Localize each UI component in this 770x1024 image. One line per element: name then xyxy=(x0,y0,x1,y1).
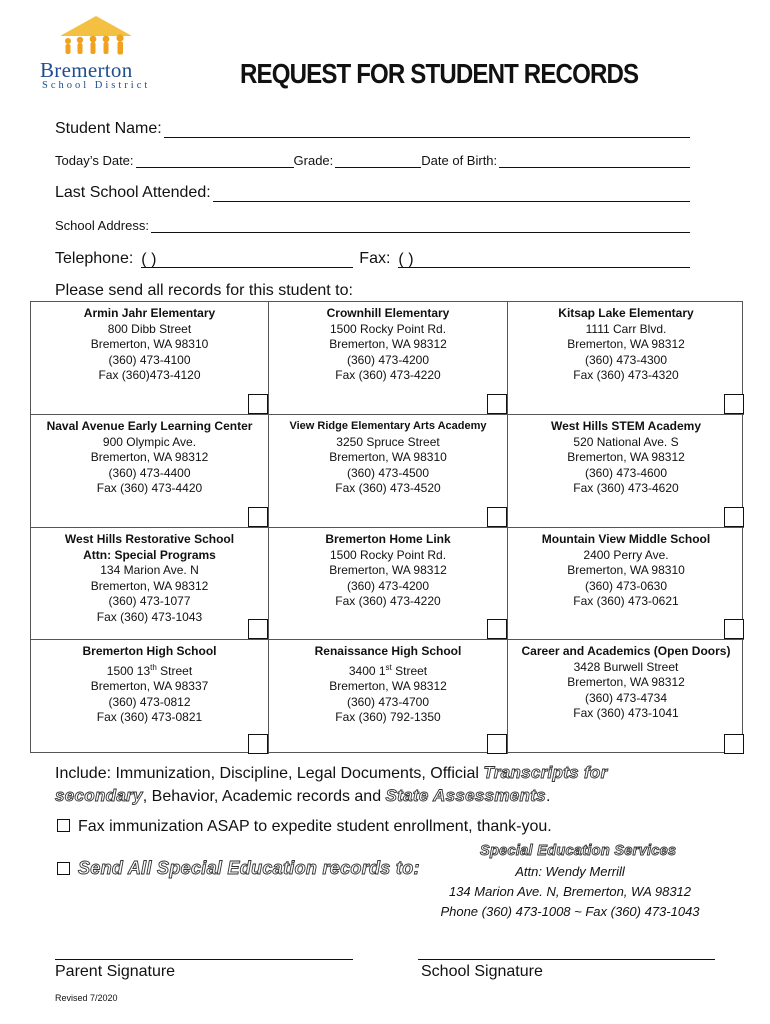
include-highlight-assessments: State Assessments xyxy=(385,786,546,805)
sped-address: 134 Marion Ave. N, Bremerton, WA 98312 xyxy=(448,884,692,899)
grade-label: Grade: xyxy=(293,153,334,168)
school-line: Bremerton, WA 98312 xyxy=(329,679,447,693)
dob-field[interactable] xyxy=(499,153,690,168)
school-line: Bremerton, WA 98310 xyxy=(90,337,209,351)
school-name-attn: Attn: Special Programs xyxy=(83,547,216,562)
street-name: Street xyxy=(391,663,428,678)
school-checkbox[interactable] xyxy=(487,507,507,527)
school-line: Bremerton, WA 98310 xyxy=(567,563,685,577)
page-title: REQUEST FOR STUDENT RECORDS xyxy=(240,58,639,89)
dob-label: Date of Birth: xyxy=(421,153,498,168)
school-line: Bremerton, WA 98312 xyxy=(329,337,447,351)
school-checkbox[interactable] xyxy=(487,619,507,639)
school-line: Bremerton, WA 98337 xyxy=(90,679,209,693)
last-school-field[interactable] xyxy=(213,187,690,202)
schools-grid xyxy=(30,301,743,753)
school-line: (360) 473-4100 xyxy=(108,352,191,367)
include-text-3: . xyxy=(545,788,551,805)
school-line: Fax (360) 473-4620 xyxy=(573,481,679,495)
fax-immunization-row xyxy=(57,818,552,836)
school-line: (360) 473-4500 xyxy=(346,465,430,480)
school-line: 1500 Rocky Point Rd. xyxy=(329,321,447,336)
telephone-field[interactable] xyxy=(141,253,353,268)
school-line: 1500 Rocky Point Rd. xyxy=(329,547,447,562)
school-checkbox[interactable] xyxy=(724,619,744,639)
school-line: (360) 473-4200 xyxy=(346,578,430,593)
school-line: 3250 Spruce Street xyxy=(336,434,440,449)
school-line: Fax (360) 473-4320 xyxy=(573,368,679,382)
school-line: Fax (360) 473-1041 xyxy=(573,706,679,720)
school-checkbox[interactable] xyxy=(248,394,268,414)
school-line: Fax (360) 473-4220 xyxy=(335,368,441,382)
school-cell xyxy=(269,528,508,640)
todays-date-field[interactable] xyxy=(136,153,294,168)
school-checkbox[interactable] xyxy=(724,734,744,754)
sped-phone: Phone (360) 473-1008 ~ Fax (360) 473-1043 xyxy=(440,904,700,919)
school-line: (360) 473-4400 xyxy=(108,465,191,480)
school-line: Bremerton, WA 98312 xyxy=(567,337,685,351)
sped-heading: Special Education Services xyxy=(480,843,677,859)
school-line: Fax (360) 473-4220 xyxy=(335,594,441,608)
parent-signature-label: Parent Signature xyxy=(55,963,176,980)
school-line: (360) 473-4734 xyxy=(584,690,668,705)
include-instructions xyxy=(55,762,695,808)
school-cell xyxy=(508,640,744,754)
student-name-label: Student Name: xyxy=(55,120,162,137)
student-name-row xyxy=(55,120,690,138)
fax-area-code: ( ) xyxy=(398,251,414,268)
school-line: Fax (360) 473-4520 xyxy=(335,481,441,495)
logo-name: Bremerton xyxy=(40,58,133,82)
school-line: (360) 473-0630 xyxy=(584,578,668,593)
include-text-2: , Behavior, Academic records and xyxy=(142,788,386,805)
school-cell xyxy=(269,302,508,415)
school-address-label: School Address: xyxy=(55,218,149,233)
school-line: (360) 473-4600 xyxy=(584,465,668,480)
date-grade-row xyxy=(55,153,690,168)
school-cell xyxy=(269,415,508,528)
school-line: 3428 Burwell Street xyxy=(573,659,679,674)
last-school-row xyxy=(55,184,690,202)
include-text-1: Include: Immunization, Discipline, Legal Documents, Official xyxy=(55,765,484,782)
telephone-label: Telephone: xyxy=(55,250,134,267)
school-line: (360) 473-0812 xyxy=(108,694,191,709)
school-name: Career and Academics (Open Doors) xyxy=(521,644,731,658)
street-number: 1500 13 xyxy=(106,663,151,678)
telephone-area-code: ( ) xyxy=(141,251,157,268)
school-address-row xyxy=(55,218,690,233)
sped-row xyxy=(57,858,420,879)
sped-label: Send All Special Education records to: xyxy=(78,858,420,878)
school-name: Kitsap Lake Elementary xyxy=(558,306,694,320)
school-address-field[interactable] xyxy=(151,218,690,233)
school-cell xyxy=(508,415,744,528)
school-line: 900 Olympic Ave. xyxy=(102,434,197,449)
student-name-field[interactable] xyxy=(164,123,690,138)
school-cell xyxy=(269,640,508,754)
school-cell xyxy=(508,528,744,640)
school-name: Renaissance High School xyxy=(314,644,462,658)
fax-field[interactable] xyxy=(398,253,690,268)
school-checkbox[interactable] xyxy=(248,507,268,527)
logo-figures-icon xyxy=(65,34,124,54)
school-signature-line[interactable] xyxy=(418,959,715,960)
todays-date-label: Today’s Date: xyxy=(55,153,134,168)
school-line: Bremerton, WA 98312 xyxy=(90,450,209,464)
school-cell xyxy=(31,528,269,640)
school-checkbox[interactable] xyxy=(248,619,268,639)
school-street xyxy=(31,660,268,680)
school-checkbox[interactable] xyxy=(724,507,744,527)
school-signature-label: School Signature xyxy=(421,963,543,980)
fax-label: Fax: xyxy=(359,250,391,267)
school-line: 134 Marion Ave. N xyxy=(100,563,199,577)
logo-roof xyxy=(60,16,132,36)
school-cell xyxy=(31,640,269,754)
school-name: Crownhill Elementary xyxy=(326,306,450,320)
street-number: 3400 1 xyxy=(348,663,386,678)
parent-signature-line[interactable] xyxy=(55,959,353,960)
school-street xyxy=(269,660,507,680)
include-highlight-transcripts: Transcripts for secondary xyxy=(55,763,608,805)
school-cell xyxy=(31,415,269,528)
send-records-label: Please send all records for this student to: xyxy=(55,282,353,299)
school-name: Bremerton Home Link xyxy=(325,532,451,546)
school-line: 2400 Perry Ave. xyxy=(583,547,669,562)
school-line: (360) 473-4700 xyxy=(346,694,430,709)
school-line: (360) 473-4300 xyxy=(584,352,668,367)
school-checkbox[interactable] xyxy=(248,734,268,754)
school-line: Bremerton, WA 98312 xyxy=(567,675,685,689)
sped-attn: Attn: Wendy Merrill xyxy=(515,864,625,879)
school-name: View Ridge Elementary Arts Academy xyxy=(289,420,487,432)
school-line: Fax (360) 792-1350 xyxy=(335,710,441,724)
phone-fax-row xyxy=(55,250,690,268)
street-ordinal: th xyxy=(150,662,157,672)
school-line: Fax (360) 473-0621 xyxy=(573,594,679,608)
school-checkbox[interactable] xyxy=(487,394,507,414)
school-cell xyxy=(31,302,269,415)
school-line: 1111 Carr Blvd. xyxy=(585,321,667,336)
grade-field[interactable] xyxy=(335,153,421,168)
sped-checkbox[interactable] xyxy=(57,862,70,875)
last-school-label: Last School Attended: xyxy=(55,184,211,201)
school-line: Fax (360) 473-0821 xyxy=(96,710,203,724)
school-line: Fax (360) 473-4420 xyxy=(96,481,203,495)
school-name: West Hills STEM Academy xyxy=(550,419,702,433)
school-name: Armin Jahr Elementary xyxy=(83,306,216,320)
school-line: Bremerton, WA 98312 xyxy=(567,450,685,464)
school-name: Naval Avenue Early Learning Center xyxy=(46,419,253,433)
school-line: (360) 473-4200 xyxy=(346,352,430,367)
school-line: Bremerton, WA 98312 xyxy=(329,563,447,577)
school-line: 800 Dibb Street xyxy=(107,321,192,336)
logo-subtitle: School District xyxy=(42,80,151,91)
school-cell xyxy=(508,302,744,415)
school-line: (360) 473-1077 xyxy=(108,594,191,608)
school-name: Bremerton High School xyxy=(82,644,217,658)
fax-immunization-checkbox[interactable] xyxy=(57,819,70,832)
fax-immunization-text: Fax immunization ASAP to expedite student enrollment, thank-you. xyxy=(78,818,552,835)
school-checkbox[interactable] xyxy=(724,394,744,414)
school-name: Mountain View Middle School xyxy=(541,532,711,546)
street-name: Street xyxy=(156,663,193,678)
school-line: Bremerton, WA 98310 xyxy=(329,450,447,464)
school-line: Bremerton, WA 98312 xyxy=(90,578,209,593)
school-line: 520 National Ave. S xyxy=(573,434,679,449)
revised-date: Revised 7/2020 xyxy=(55,993,118,1003)
street-ordinal: st xyxy=(385,662,392,672)
school-line: Fax (360) 473-1043 xyxy=(96,609,203,624)
sped-address-block xyxy=(425,862,715,922)
school-name: West Hills Restorative School xyxy=(64,532,235,546)
school-checkbox[interactable] xyxy=(487,734,507,754)
school-line: Fax (360)473-4120 xyxy=(98,368,201,382)
